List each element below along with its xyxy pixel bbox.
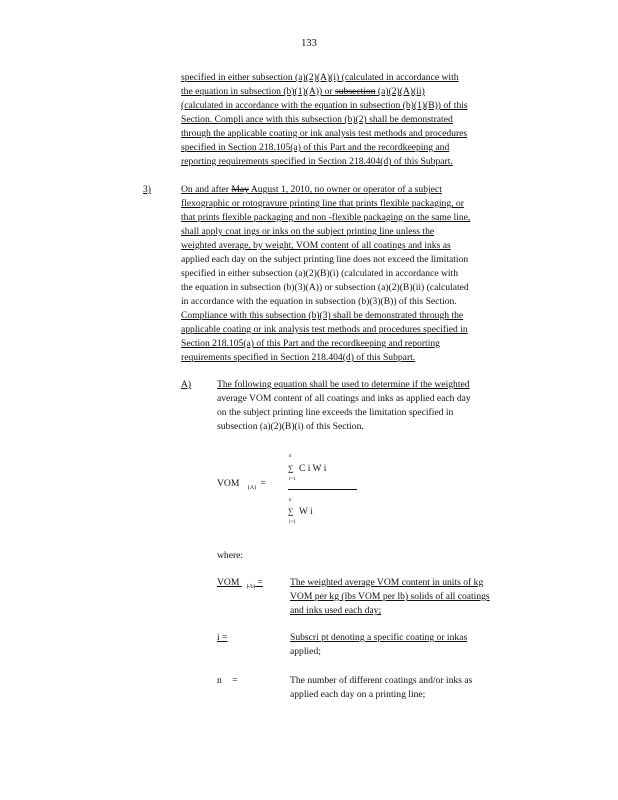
- text-line: (calculated in accordance with the equation in subsection (b)(1)(B)) of this: [181, 100, 468, 111]
- text-line: that prints flexible packaging and non -flexible packaging on the same line,: [181, 212, 471, 223]
- formula-equals: =: [260, 478, 266, 489]
- item-label: 3): [143, 184, 151, 195]
- text-line: Section 218.105(a) of this Part and the recordkeeping and reporting: [181, 338, 440, 349]
- text-line: applicable coating or ink analysis test methods and procedures specified in: [181, 324, 468, 335]
- term-symbol: VOM: [217, 577, 240, 588]
- text-line: reporting requirements specified in Section 218.404(d) of this Subpart.: [181, 156, 453, 167]
- formula-lhs: [217, 478, 266, 494]
- definition-term: [217, 632, 228, 643]
- struck-text: May: [231, 184, 249, 195]
- text-segment: August 1, 2010, no owner or operator of a subject: [250, 184, 442, 195]
- text-line: in accordance with the equation in subsection (b)(3)(B)) of this Section.: [181, 296, 457, 307]
- text-segment: On and after: [181, 184, 229, 195]
- text-line: Section. Compli ance with this subsection (b)(2) shall be demonstrated: [181, 114, 453, 125]
- text-line: specified in Section 218.105(a) of this Part and the recordkeeping and: [181, 142, 450, 153]
- definition-text: VOM per kg (lbs VOM per lb) solids of all coatings: [290, 591, 490, 602]
- definition-text: Subscri pt denoting a specific coating or inkas: [290, 632, 468, 643]
- text-line: applied each day on the subject printing line does not exceed the limitation: [181, 254, 469, 265]
- sum-lower-limit: i=1: [289, 520, 296, 525]
- text-line: [181, 86, 425, 97]
- definition-text: applied;: [290, 646, 321, 657]
- definition-text: The number of different coatings and/or inks as: [290, 675, 473, 686]
- term-symbol: i: [217, 632, 220, 643]
- text-line: through the applicable coating or ink analysis test methods and procedures: [181, 128, 468, 139]
- term-subscript: (A): [246, 584, 256, 590]
- text-line: the equation in subsection (b)(3)(A)) or subsection (a)(2)(B)(ii) (calculated: [181, 282, 469, 293]
- page-number: 133: [301, 38, 317, 49]
- text-line: [181, 184, 442, 195]
- text-line: Compliance with this subsection (b)(3) shall be demonstrated through the: [181, 310, 464, 321]
- text-line: weighted average, by weight, VOM content of all coatings and inks as: [181, 240, 451, 251]
- text-line: shall apply coat ings or inks on the subject printing line unless the: [181, 226, 435, 237]
- text-line: average VOM content of all coatings and inks as applied each day: [217, 393, 471, 404]
- definition-term: [217, 577, 263, 593]
- sum-lower-limit: i=1: [289, 477, 296, 482]
- text-line: The following equation shall be used to determine if the weighted: [217, 379, 470, 390]
- definition-term: [217, 675, 238, 686]
- formula-numerator: C i W i: [299, 464, 327, 474]
- sum-symbol: ∑: [288, 464, 294, 473]
- sum-upper-limit: n: [289, 498, 292, 503]
- formula-lhs-subscript: (A): [247, 485, 257, 491]
- term-equals: =: [232, 675, 238, 686]
- text-segment: the equation in subsection (b)(1)(A)) or: [181, 86, 333, 97]
- struck-text: subsection: [335, 86, 376, 97]
- text-line: flexographic or rotogravure printing line that prints flexible packaging, or: [181, 198, 464, 209]
- definition-text: and inks used each day;: [290, 605, 382, 616]
- text-line: requirements specified in Section 218.404(d) of this Subpart.: [181, 352, 416, 363]
- text-line: specified in either subsection (a)(2)(B)(i) (calculated in accordance with: [181, 268, 459, 279]
- where-label: where:: [217, 550, 244, 561]
- definition-text: applied each day on a printing line;: [290, 689, 426, 700]
- sum-upper-limit: n: [289, 454, 292, 459]
- formula-lhs-symbol: VOM: [217, 478, 240, 489]
- formula-denominator: W i: [299, 507, 313, 517]
- item-label: A): [181, 379, 192, 390]
- text-segment: (a)(2)(A)(ii): [377, 86, 425, 97]
- definition-text: The weighted average VOM content in units of kg: [290, 577, 484, 588]
- text-line: subsection (a)(2)(B)(i) of this Section.: [217, 421, 364, 432]
- fraction-bar: [288, 489, 357, 490]
- sum-symbol: ∑: [288, 507, 294, 516]
- term-symbol: n: [217, 675, 222, 686]
- text-line: on the subject printing line exceeds the limitation specified in: [217, 407, 454, 418]
- term-equals: =: [257, 577, 263, 588]
- term-equals: =: [222, 632, 228, 643]
- text-line: specified in either subsection (a)(2)(A)(i) (calculated in accordance with: [181, 72, 459, 83]
